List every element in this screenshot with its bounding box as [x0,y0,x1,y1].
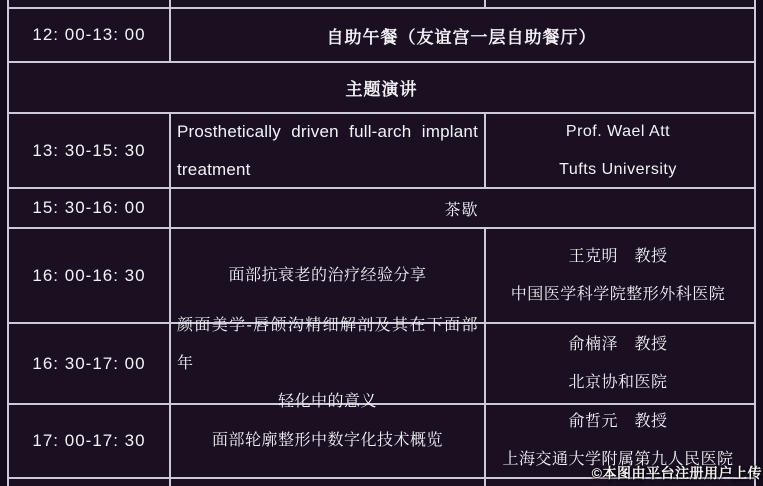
talk-title-cell [171,316,486,410]
talk-title: 面部抗衰老的治疗经验分享 [228,266,427,284]
time-cell [9,9,171,61]
time-cell [9,229,171,322]
partial-row-top [9,0,754,9]
speaker-name: 俞楠泽 教授 [568,335,668,353]
time-label: 17: 00-17: 30 [32,431,146,450]
speaker-cell [486,324,750,403]
watermark: ©本图由平台注册用户上传 [591,465,762,481]
tea-break-label: 茶歇 [444,201,479,219]
partial-cell [9,479,171,486]
table-row-session3 [9,316,754,410]
lunch-label: 自助午餐（友谊宫一层自助餐厅） [326,27,597,47]
table-row-section-header [9,63,754,114]
partial-cell [9,0,171,7]
time-label: 13: 30-15: 30 [32,140,146,160]
table-row-tea-break [9,189,754,229]
speaker-cell [486,114,750,187]
time-cell [9,324,171,403]
speaker-name: Prof. Wael Att [565,122,671,140]
time-label: 15: 30-16: 00 [32,198,146,217]
schedule-table [7,0,756,486]
time-cell [9,114,171,187]
section-header-label: 主题演讲 [345,80,418,99]
partial-cell [171,479,486,486]
time-cell [9,189,171,227]
time-label: 12: 00-13: 00 [32,25,146,44]
partial-cell [486,0,750,7]
time-label: 16: 30-17: 00 [32,353,146,373]
table-row-session1 [9,114,754,189]
section-header-cell [9,63,754,112]
speaker-name: 俞哲元 教授 [568,413,668,430]
speaker-affiliation: 中国医学科学院整形外科医院 [510,285,726,303]
talk-title-line1: 颜面美学-唇颌沟精细解剖及其在下面部年 [177,316,478,372]
time-label: 16: 00-16: 30 [32,265,146,285]
event-cell-tea [171,189,752,227]
speaker-name: 王克明 教授 [568,247,668,265]
talk-title-cell [171,405,486,477]
talk-title-line1: Prosthetically driven full-arch implant [177,121,478,141]
speaker-affiliation: 上海交通大学附属第九人民医院 [502,451,734,468]
speaker-cell [486,229,750,322]
partial-cell [171,0,486,7]
speaker-affiliation: Tufts University [559,160,677,178]
talk-title: 面部轮廓整形中数字化技术概览 [211,432,443,449]
talk-title-line2: 轻化中的意义 [277,392,377,410]
table-row-lunch [9,9,754,63]
event-cell-lunch [171,9,752,61]
talk-title-line2: treatment [177,159,251,179]
talk-title-cell [171,114,486,187]
speaker-affiliation: 北京协和医院 [568,373,668,391]
time-cell [9,405,171,477]
